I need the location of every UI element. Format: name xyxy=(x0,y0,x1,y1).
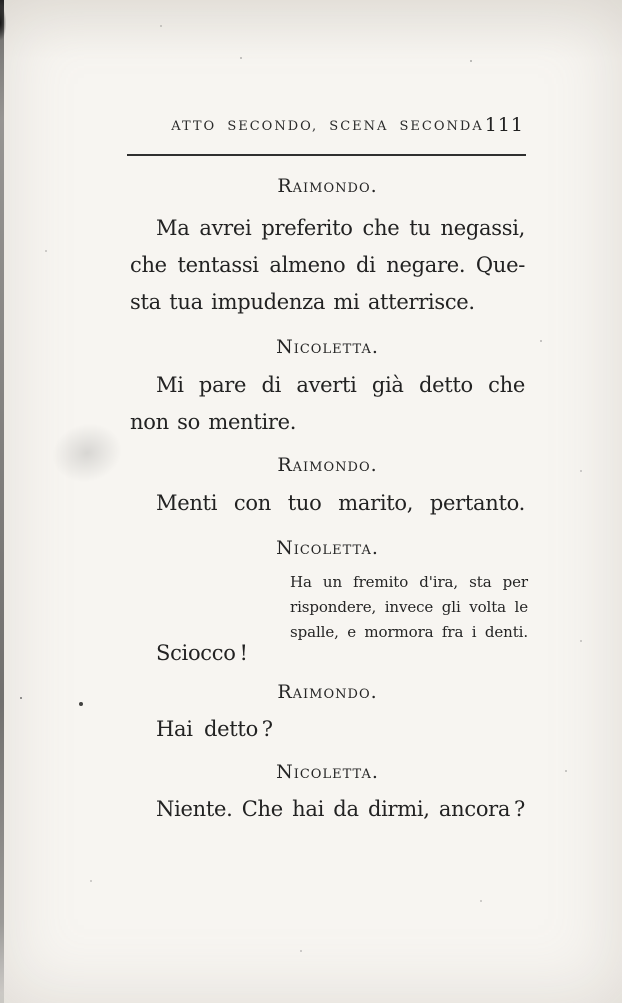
dialogue-line: Mi pare di averti già detto che xyxy=(156,373,525,397)
dialogue-line: sta tua impudenza mi atterrisce. xyxy=(130,290,475,314)
dialogue-line: Hai detto ? xyxy=(156,717,273,741)
speaker-heading: Raimondo. xyxy=(277,454,378,476)
speaker-heading: Nicoletta. xyxy=(276,761,379,783)
speaker-heading: Raimondo. xyxy=(277,175,378,197)
dialogue-line: che tentassi almeno di negare. Que- xyxy=(130,253,525,277)
running-header xyxy=(130,114,525,136)
stage-direction-line: rispondere, invece gli volta le xyxy=(290,598,528,616)
page-number: 111 xyxy=(484,114,524,136)
dialogue-line: Menti con tuo marito, pertanto. xyxy=(156,491,525,515)
stage-direction-line: spalle, e mormora fra i denti. xyxy=(290,623,528,641)
stage-direction xyxy=(290,570,528,645)
speaker-heading: Nicoletta. xyxy=(276,336,379,358)
header-rule xyxy=(127,154,526,156)
dialogue-paragraph xyxy=(130,485,525,522)
dialogue-paragraph xyxy=(130,367,525,441)
speaker-heading: Raimondo. xyxy=(277,681,378,703)
speaker-heading: Nicoletta. xyxy=(276,537,379,559)
dialogue-line: Niente. Che hai da dirmi, ancora ? xyxy=(156,797,525,821)
dialogue-line: Ma avrei preferito che tu negassi, xyxy=(156,216,525,240)
dialogue-line: Sciocco ! xyxy=(156,641,248,665)
stage-direction-line: Ha un fremito d'ira, sta per xyxy=(290,573,528,591)
running-header-title: ATTO SECONDO, SCENA SECONDA xyxy=(171,119,484,134)
dialogue-line: non so mentire. xyxy=(130,410,297,434)
dialogue-paragraph xyxy=(130,791,525,828)
dialogue-paragraph xyxy=(130,210,525,321)
dialogue-paragraph xyxy=(130,711,525,748)
